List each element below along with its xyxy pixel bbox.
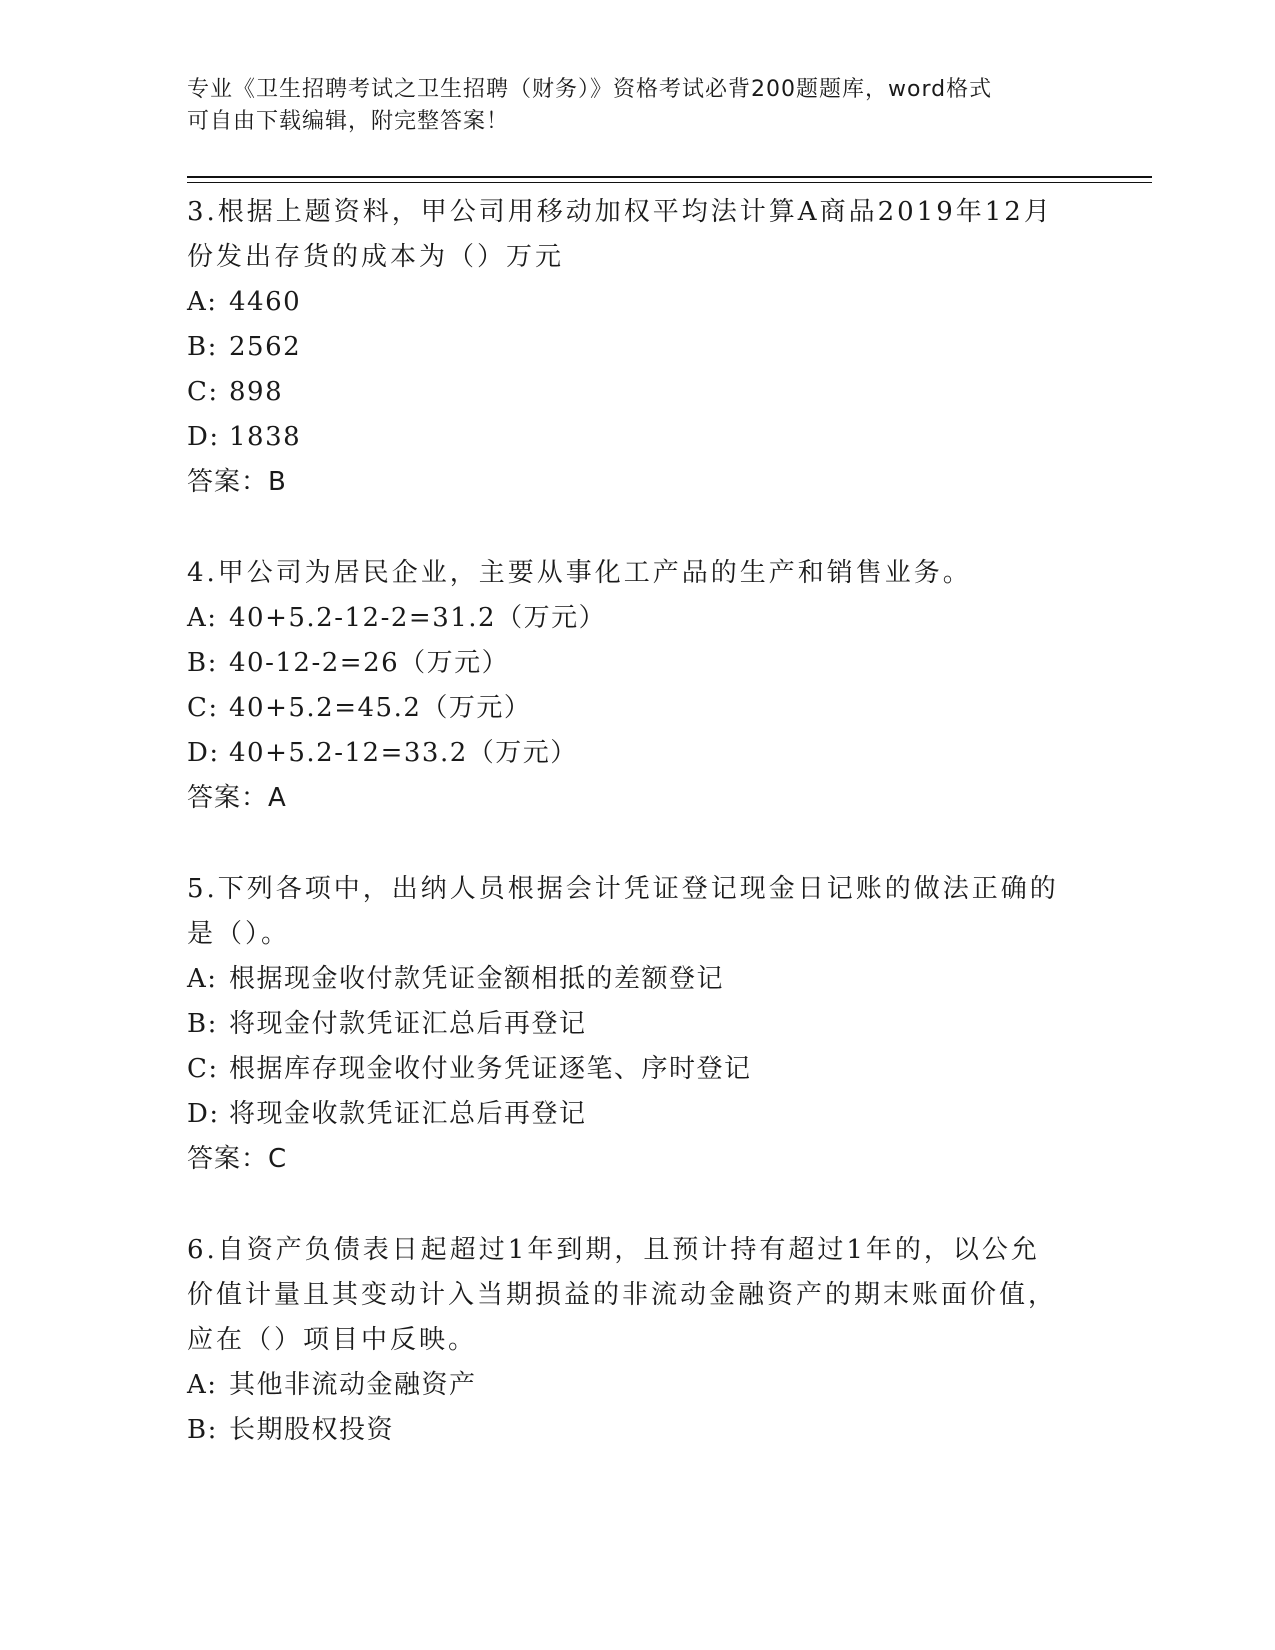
option-letter: A: — [187, 964, 218, 994]
option-c — [187, 370, 1067, 415]
question-6 — [187, 1228, 1067, 1453]
option-letter: C: — [187, 693, 219, 723]
option-letter: B: — [187, 1009, 218, 1039]
option-letter: A: — [187, 1370, 218, 1400]
question-text-line: 4.甲公司为居民企业，主要从事化工产品的生产和销售业务。 — [187, 558, 972, 588]
option-text: 将现金收款凭证汇总后再登记 — [229, 1099, 587, 1129]
option-b — [187, 325, 1067, 370]
question-text-line: 6.自资产负债表日起超过1年到期，且预计持有超过1年的，以公允 — [187, 1235, 1040, 1265]
question-text-line: 是（）。 — [187, 919, 291, 949]
header-divider-thin — [187, 182, 1152, 183]
option-text: 40+5.2=45.2（万元） — [229, 693, 532, 723]
question-text-line: 3.根据上题资料，甲公司用移动加权平均法计算A商品2019年12月 — [187, 197, 1053, 227]
option-letter: B: — [187, 1415, 218, 1445]
option-text: 1838 — [229, 422, 302, 452]
option-text: 其他非流动金融资产 — [229, 1370, 477, 1400]
option-a — [187, 280, 1067, 325]
option-c — [187, 1047, 1067, 1092]
option-text: 40+5.2-12=33.2（万元） — [229, 738, 578, 768]
option-text: 40-12-2=26（万元） — [229, 648, 510, 678]
option-a — [187, 1363, 1067, 1408]
option-text: 根据库存现金收付业务凭证逐笔、序时登记 — [229, 1054, 752, 1084]
option-text: 40+5.2-12-2=31.2（万元） — [229, 603, 607, 633]
option-a — [187, 596, 1067, 641]
option-d — [187, 1092, 1067, 1137]
header-divider-thick — [187, 176, 1152, 178]
option-letter: A: — [187, 287, 218, 317]
option-letter: C: — [187, 1054, 219, 1084]
option-text: 4460 — [229, 287, 302, 317]
option-d — [187, 415, 1067, 460]
option-a — [187, 957, 1067, 1002]
question-5 — [187, 867, 1067, 1182]
option-c — [187, 686, 1067, 731]
option-letter: D: — [187, 1099, 220, 1129]
document-header — [187, 74, 1067, 138]
option-b — [187, 1002, 1067, 1047]
option-letter: B: — [187, 332, 218, 362]
question-text-line: 5.下列各项中，出纳人员根据会计凭证登记现金日记账的做法正确的 — [187, 874, 1059, 904]
question-4 — [187, 551, 1067, 821]
option-text: 898 — [229, 377, 284, 407]
option-letter: C: — [187, 377, 219, 407]
header-line-1: 专业《卫生招聘考试之卫生招聘（财务）》资格考试必背200题题库，word格式 — [187, 77, 993, 102]
answer-text: 答案：C — [187, 1144, 288, 1174]
question-text-line: 价值计量且其变动计入当期损益的非流动金融资产的期末账面价值， — [187, 1280, 1058, 1310]
option-letter: B: — [187, 648, 218, 678]
question-text-line: 份发出存货的成本为（）万元 — [187, 242, 565, 272]
header-line-2: 可自由下载编辑，附完整答案！ — [187, 109, 510, 134]
option-letter: D: — [187, 422, 220, 452]
option-text: 长期股权投资 — [229, 1415, 395, 1445]
option-b — [187, 641, 1067, 686]
option-letter: D: — [187, 738, 220, 768]
question-list — [187, 190, 1067, 1499]
option-text: 根据现金收付款凭证金额相抵的差额登记 — [229, 964, 725, 994]
question-text-line: 应在（）项目中反映。 — [187, 1325, 478, 1355]
answer-text: 答案：B — [187, 467, 287, 497]
answer-text: 答案：A — [187, 783, 287, 813]
option-text: 将现金付款凭证汇总后再登记 — [229, 1009, 587, 1039]
question-3 — [187, 190, 1067, 505]
option-letter: A: — [187, 603, 218, 633]
option-b — [187, 1408, 1067, 1453]
option-text: 2562 — [229, 332, 302, 362]
option-d — [187, 731, 1067, 776]
